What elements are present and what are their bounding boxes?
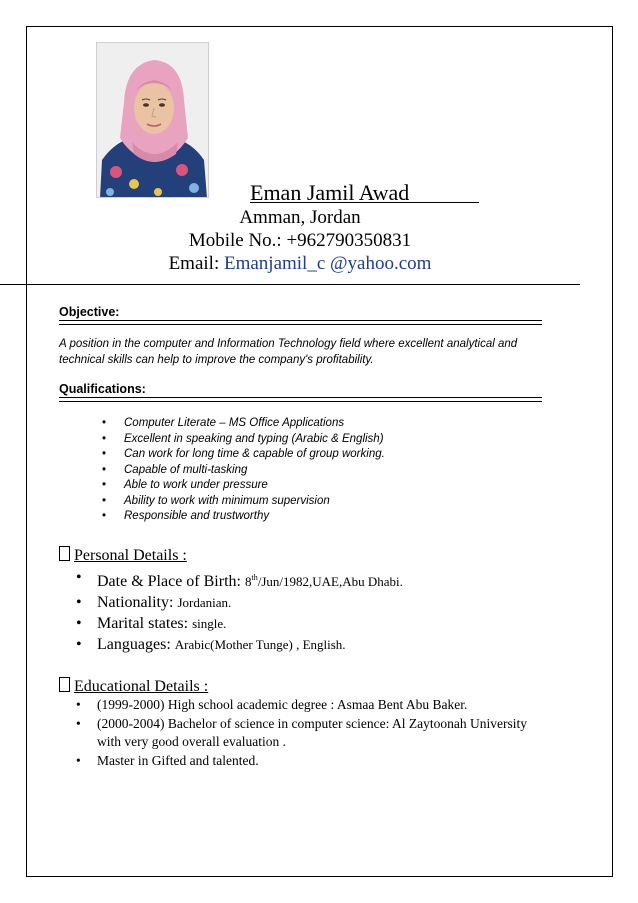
languages-label: Languages — [97, 636, 167, 653]
list-item: • Can work for long time & capable of group working. — [102, 447, 385, 463]
qualifications-rule — [59, 397, 542, 402]
list-item: • Master in Gifted and talented. — [76, 752, 527, 771]
list-item-languages — [76, 634, 403, 655]
personal-details-list — [76, 567, 403, 655]
languages-colon: : — [166, 636, 175, 653]
qualifications-list — [102, 416, 385, 525]
educational-details-list — [76, 696, 527, 770]
dob-label: Date & Place of Birth: — [97, 573, 245, 590]
personal-details-heading — [59, 546, 187, 566]
list-item: • (1999-2000) High school academic degree : Asmaa Bent Abu Baker. — [76, 696, 527, 715]
list-item-nationality — [76, 592, 403, 613]
list-item: • (2000-2004) Bachelor of science in computer science: Al Zaytoonah University with very good overall evaluation . — [76, 715, 527, 752]
educational-details-heading — [59, 677, 208, 697]
dob-rest: /Jun/1982,UAE,Abu Dhabi. — [257, 574, 403, 589]
qualifications-title: Qualifications: — [59, 382, 146, 396]
list-item-dob — [76, 567, 403, 592]
objective-rule — [59, 320, 542, 325]
dob-suffix: th — [251, 573, 258, 582]
email-link[interactable]: Emanjamil_c @yahoo.com — [223, 253, 432, 274]
languages-value: Arabic(Mother Tunge) , English. — [174, 637, 346, 652]
person-name: Eman Jamil Awad — [250, 180, 410, 205]
personal-details-title: Personal Details : — [74, 547, 187, 564]
square-box-icon — [59, 546, 70, 561]
square-box-icon — [59, 677, 70, 692]
email-label: Email: — [168, 253, 224, 274]
header-divider — [0, 284, 580, 285]
educational-details-title: Educational Details : — [74, 678, 209, 695]
list-item: • Responsible and trustworthy — [102, 509, 385, 525]
name-underline — [250, 202, 479, 203]
mobile-value: +962790350831 — [286, 230, 412, 251]
list-item: • Computer Literate – MS Office Applications — [102, 416, 385, 432]
list-item-marital — [76, 613, 403, 634]
location: Amman, Jordan — [239, 207, 361, 228]
mobile-label: Mobile No.: — [188, 230, 287, 251]
mobile-line — [0, 229, 600, 252]
list-item: • Capable of multi-tasking — [102, 463, 385, 479]
list-item: • Able to work under pressure — [102, 478, 385, 494]
nationality-value: Jordanian. — [177, 595, 232, 610]
list-item: • Excellent in speaking and typing (Arabic & English) — [102, 432, 385, 448]
photo-frame — [96, 42, 209, 198]
marital-value: single. — [192, 616, 227, 631]
nationality-label: Nationality: — [97, 594, 178, 611]
objective-text: A position in the computer and Information Technology field where excellent analytical and technical skills can help to improve the company's profitability. — [59, 338, 518, 366]
objective-title: Objective: — [59, 305, 120, 319]
email-line — [0, 252, 600, 275]
marital-label: Marital states: — [97, 615, 193, 632]
list-item: • Ability to work with minimum supervision — [102, 494, 385, 510]
dob-day: 8 — [244, 574, 252, 589]
